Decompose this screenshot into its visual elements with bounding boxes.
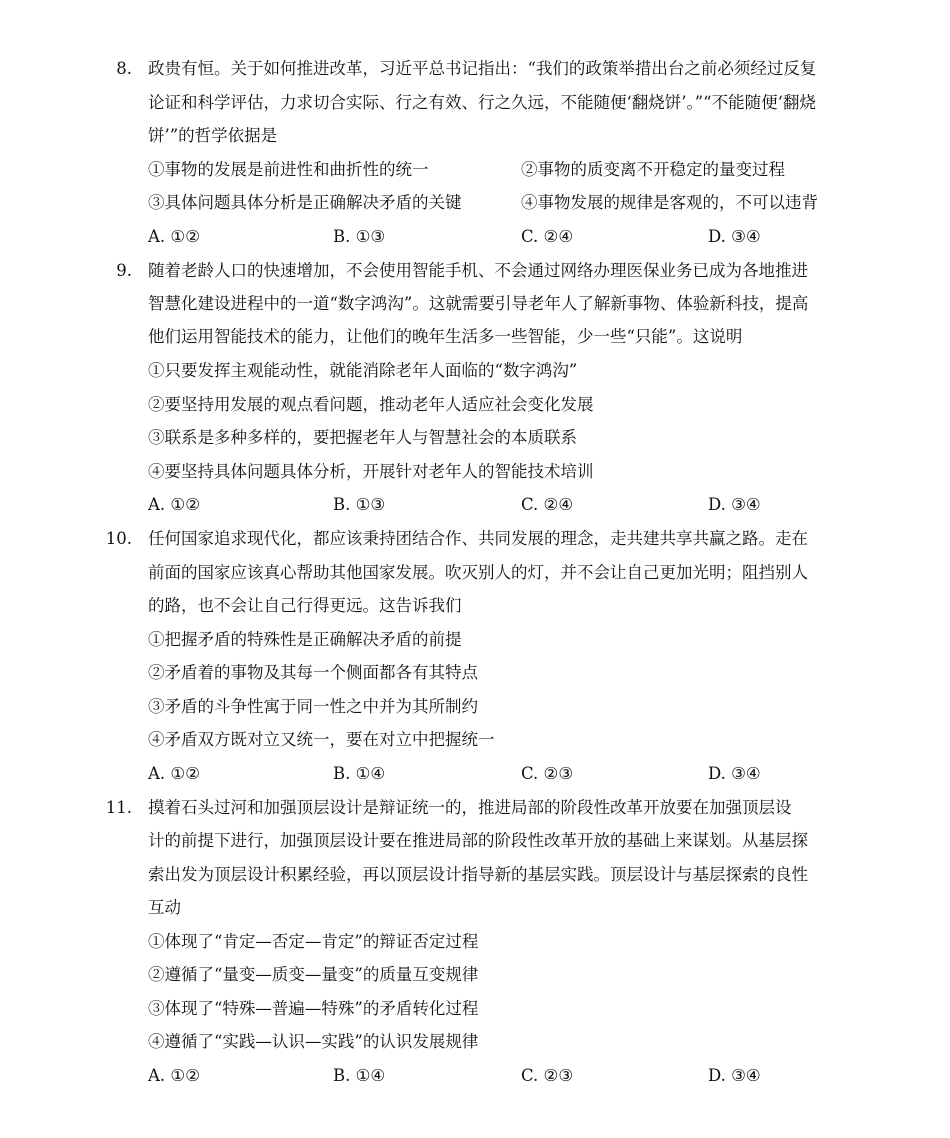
choice-c: C. ②③ [521,1066,574,1085]
choice-c: C. ②④ [521,227,574,246]
statement-4: ④遵循了“实践—认识—实践”的认识发展规律 [148,1032,479,1051]
question-stem-line: 任何国家追求现代化，都应该秉持团结合作、共同发展的理念，走共建共享共赢之路。走在 [148,529,808,548]
statement-3: ③联系是多种多样的，要把握老年人与智慧社会的本质联系 [148,428,577,447]
question-number: 10. [105,529,132,548]
question-number: 9. [116,261,132,280]
question-stem-line: 智慧化建设进程中的一道“数字鸿沟”。这就需要引导老年人了解新事物、体验新科技，提高 [148,294,809,313]
choice-b: B. ①④ [333,764,386,783]
answer-choices [0,757,950,790]
question-stem-line: 摸着石头过河和加强顶层设计是辩证统一的，推进局部的阶段性改革开放要在加强顶层设 [148,798,792,817]
statement-2: ②矛盾着的事物及其每一个侧面都各有其特点 [148,663,478,682]
question-stem-line: 的路，也不会让自己行得更远。这告诉我们 [148,596,462,615]
statement-2: ②遵循了“量变—质变—量变”的质量互变规律 [148,965,479,984]
question-stem-line: 饼’”的哲学依据是 [148,126,278,145]
choice-d: D. ③④ [708,764,761,783]
statement-4: ④矛盾双方既对立又统一，要在对立中把握统一 [148,730,495,749]
choice-a: A. ①② [148,1066,200,1085]
question-stem-line: 互动 [148,898,181,917]
choice-a: A. ①② [148,764,200,783]
statement-2: ②事物的质变离不开稳定的量变过程 [521,160,785,179]
choice-c: C. ②④ [521,495,574,514]
choice-d: D. ③④ [708,1066,761,1085]
choice-a: A. ①② [148,227,200,246]
choice-b: B. ①③ [333,495,386,514]
answer-choices [0,488,950,521]
statement-2: ②要坚持用发展的观点看问题，推动老年人适应社会变化发展 [148,395,594,414]
statement-1: ①把握矛盾的特殊性是正确解决矛盾的前提 [148,630,462,649]
choice-b: B. ①④ [333,1066,386,1085]
choice-d: D. ③④ [708,495,761,514]
choice-c: C. ②③ [521,764,574,783]
question-stem-line: 论证和科学评估，力求切合实际、行之有效、行之久远，不能随便‘翻烧饼’。”“不能随便‘翻烧 [148,93,816,112]
question-stem-line: 计的前提下进行，加强顶层设计要在推进局部的阶段性改革开放的基础上来谋划。从基层探 [148,831,808,850]
statement-1: ①只要发挥主观能动性，就能消除老年人面临的“数字鸿沟” [148,361,578,380]
choice-d: D. ③④ [708,227,761,246]
answer-choices [0,220,950,253]
question-stem-line: 前面的国家应该真心帮助其他国家发展。吹灭别人的灯，并不会让自己更加光明；阻挡别人 [148,563,808,582]
question-stem-line: 政贵有恒。关于如何推进改革，习近平总书记指出：“我们的政策举措出台之前必须经过反复 [148,59,817,78]
question-stem-line: 随着老龄人口的快速增加，不会使用智能手机、不会通过网络办理医保业务已成为各地推进 [148,261,808,280]
question-stem-line: 索出发为顶层设计积累经验，再以顶层设计指导新的基层实践。顶层设计与基层探索的良性 [148,865,808,884]
statement-3: ③矛盾的斗争性寓于同一性之中并为其所制约 [148,697,478,716]
statement-3: ③体现了“特殊—普遍—特殊”的矛盾转化过程 [148,999,479,1018]
statement-1: ①事物的发展是前进性和曲折性的统一 [148,160,429,179]
choice-a: A. ①② [148,495,200,514]
answer-choices [0,1059,950,1092]
statement-1: ①体现了“肯定—否定—肯定”的辩证否定过程 [148,932,479,951]
choice-b: B. ①③ [333,227,386,246]
statement-4: ④要坚持具体问题具体分析，开展针对老年人的智能技术培训 [148,462,594,481]
statement-4: ④事物发展的规律是客观的，不可以违背 [521,193,818,212]
question-number: 8. [116,59,132,78]
statement-3: ③具体问题具体分析是正确解决矛盾的关键 [148,193,462,212]
question-stem-line: 他们运用智能技术的能力，让他们的晚年生活多一些智能，少一些“只能”。这说明 [148,327,743,346]
question-number: 11. [105,798,132,817]
